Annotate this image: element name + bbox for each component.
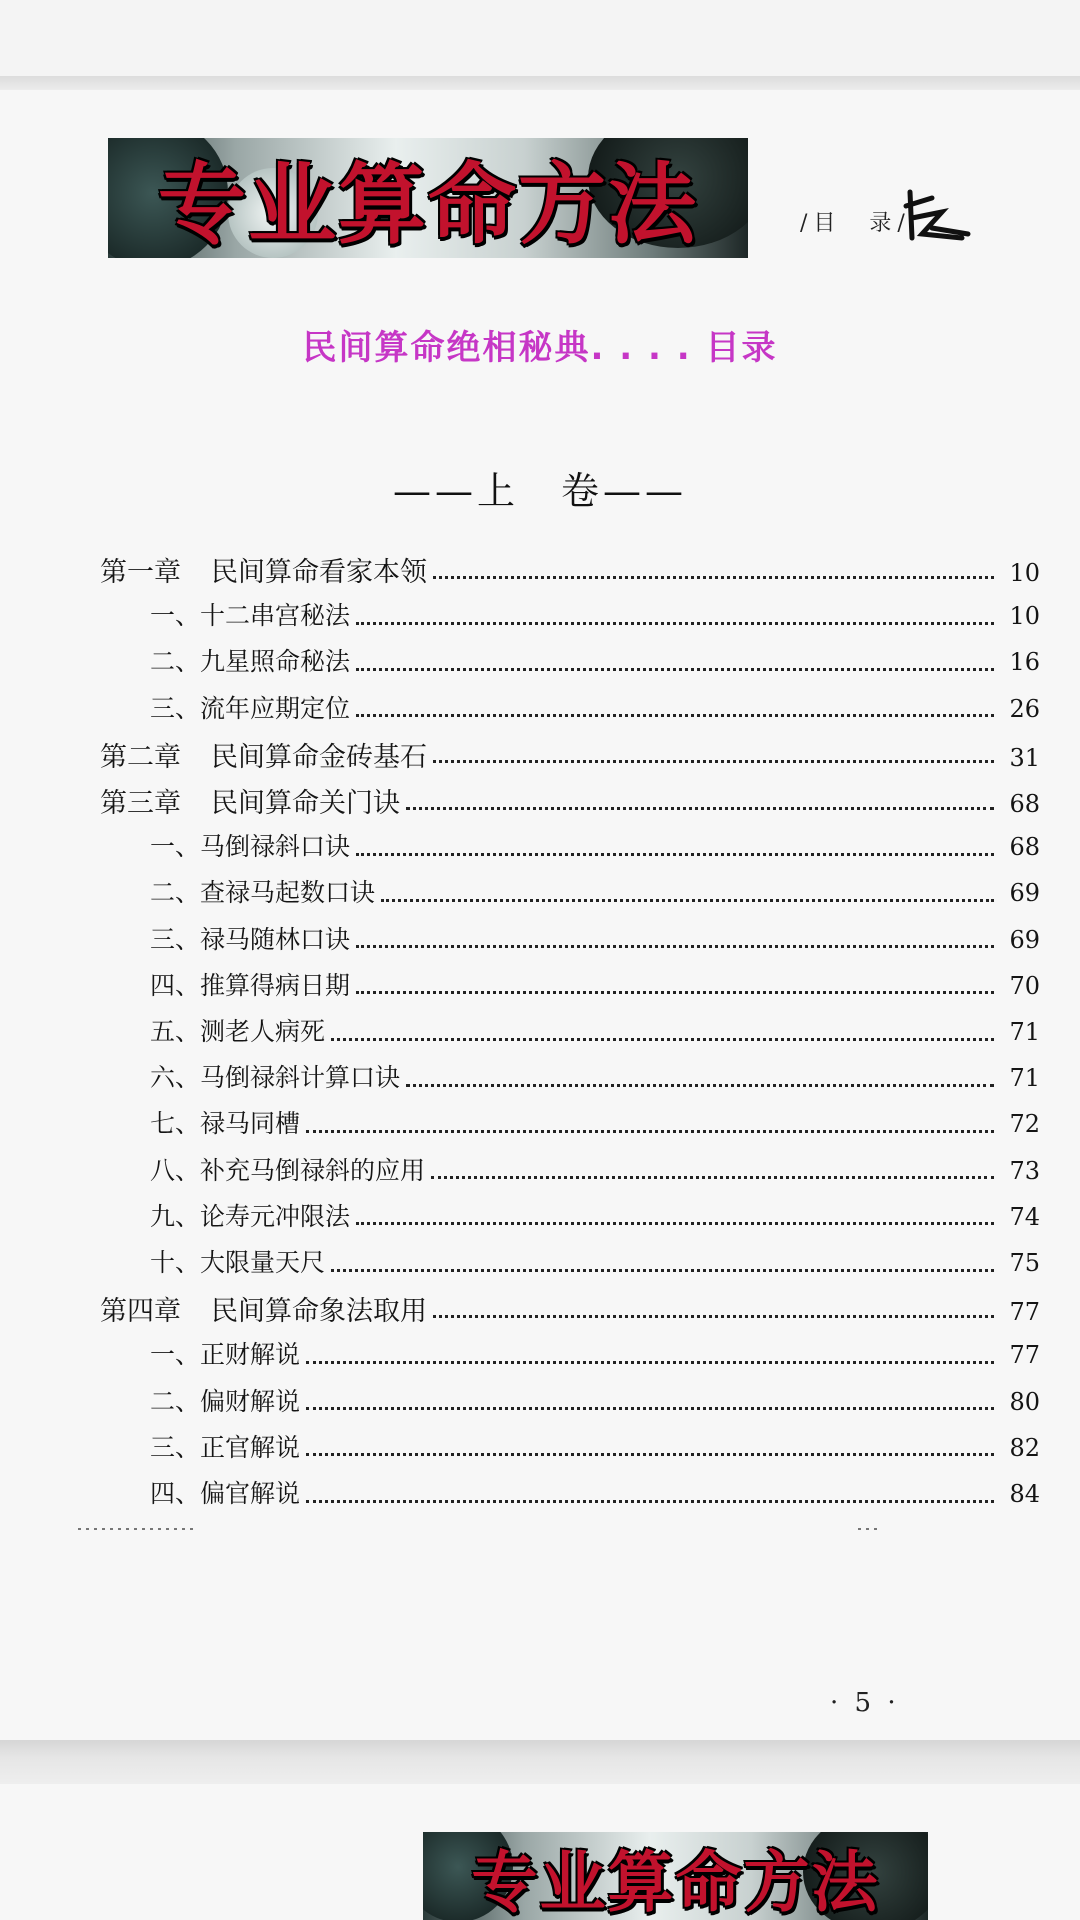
dot-leader bbox=[406, 1070, 994, 1087]
toc-entry-title: 补充马倒禄斜的应用 bbox=[200, 1155, 426, 1185]
toc-entry-page: 31 bbox=[1009, 743, 1040, 772]
toc-entry-title: 偏官解说 bbox=[200, 1479, 301, 1508]
toc-section-row bbox=[150, 1104, 1040, 1144]
toc-entry-page: 71 bbox=[1009, 1064, 1040, 1093]
toc-entry-page: 75 bbox=[1009, 1249, 1040, 1277]
dot-leader bbox=[356, 608, 994, 625]
toc-entry-number: 二、 bbox=[150, 878, 201, 908]
toc-entry-number: 四、 bbox=[150, 1479, 201, 1508]
dot-leader bbox=[356, 700, 994, 717]
toc-entry-page: 16 bbox=[1009, 648, 1040, 677]
toc-section-row bbox=[150, 642, 1040, 682]
toc-entry-page: 84 bbox=[1009, 1480, 1040, 1508]
running-head: /目 录/ bbox=[800, 211, 911, 236]
dot-leader bbox=[381, 885, 994, 902]
toc-entry-number: 三、 bbox=[150, 693, 201, 723]
toc-entry-number: 七、 bbox=[150, 1109, 201, 1139]
page-number: · 5 · bbox=[830, 1688, 900, 1718]
toc-entry-number: 二、 bbox=[150, 1386, 201, 1416]
toc-entry-number: 九、 bbox=[150, 1201, 201, 1231]
toc-entry-title: 民间算命象法取用 bbox=[211, 1296, 427, 1328]
dot-leader bbox=[306, 1347, 994, 1364]
toc-entry-title: 推算得病日期 bbox=[200, 970, 351, 1000]
toc-section-row bbox=[150, 689, 1040, 729]
toc-entry-page: 69 bbox=[1009, 925, 1040, 954]
toc-entry-number: 第三章 bbox=[100, 788, 181, 819]
toc-entry-number: 一、 bbox=[150, 1340, 201, 1370]
toc-entry-title: 禄马同槽 bbox=[200, 1109, 301, 1139]
toc-chapter-row bbox=[100, 550, 1040, 590]
toc-chapter-row bbox=[100, 1289, 1040, 1329]
toc-section-row bbox=[150, 1197, 1040, 1237]
toc-entry-title: 查禄马起数口诀 bbox=[200, 878, 376, 908]
toc-entry-title: 论寿元冲限法 bbox=[200, 1201, 351, 1231]
toc-entry-title: 民间算命金砖基石 bbox=[211, 741, 427, 773]
toc-entry-title: 马倒禄斜计算口诀 bbox=[200, 1063, 401, 1093]
toc-entry-title: 民间算命看家本领 bbox=[211, 557, 427, 588]
top-gap bbox=[0, 0, 1080, 80]
title-banner bbox=[108, 138, 748, 258]
toc-subtitle: 民间算命绝相秘典. . . . 目录 bbox=[302, 328, 778, 368]
toc-entry-number: 三、 bbox=[150, 924, 201, 954]
toc-entry-page: 10 bbox=[1009, 602, 1040, 631]
toc-entry-number: 一、 bbox=[150, 601, 201, 631]
toc-entry-page: 26 bbox=[1009, 694, 1040, 723]
toc-entry-title: 马倒禄斜口诀 bbox=[200, 832, 351, 862]
toc-section-row bbox=[150, 1151, 1040, 1191]
toc-section-row bbox=[150, 1243, 1040, 1283]
toc-section-row bbox=[150, 1012, 1040, 1052]
toc-entry-title: 测老人病死 bbox=[200, 1017, 326, 1046]
toc-entry-page: 71 bbox=[1009, 1018, 1040, 1046]
toc-entry-title: 流年应期定位 bbox=[200, 693, 351, 723]
toc-section-row bbox=[150, 966, 1040, 1006]
toc-entry-title: 民间算命关门诀 bbox=[211, 788, 400, 819]
volume-heading: ——上 卷—— bbox=[392, 469, 687, 513]
toc-entry-title: 大限量天尺 bbox=[200, 1248, 326, 1277]
dot-leader bbox=[356, 1208, 994, 1225]
toc-entry-title: 十二串宫秘法 bbox=[200, 601, 351, 631]
toc-entry-number: 二、 bbox=[150, 647, 201, 677]
toc-entry-page: 77 bbox=[1009, 1298, 1040, 1327]
toc-entry-page: 69 bbox=[1009, 879, 1040, 908]
toc-entry-number: 第二章 bbox=[100, 741, 181, 773]
toc-entry-page: 10 bbox=[1009, 559, 1040, 587]
toc-entry-page: 72 bbox=[1009, 1110, 1040, 1139]
toc-entry-page: 68 bbox=[1009, 790, 1040, 818]
toc-entry-page: 82 bbox=[1009, 1433, 1040, 1462]
toc-entry-title: 九星照命秘法 bbox=[200, 647, 351, 677]
toc-section-row bbox=[150, 1428, 1040, 1468]
toc-entry-page: 70 bbox=[1009, 971, 1040, 1000]
toc-entry-number: 六、 bbox=[150, 1063, 201, 1093]
toc-entry-title: 禄马随林口诀 bbox=[200, 924, 351, 954]
toc-entry-number: 八、 bbox=[150, 1155, 201, 1185]
dot-leader bbox=[406, 793, 994, 810]
next-page-banner-title: 专业算命方法 bbox=[471, 1843, 880, 1920]
dot-leader bbox=[431, 1162, 994, 1179]
dot-leader bbox=[356, 977, 994, 994]
toc-section-row bbox=[150, 873, 1040, 913]
dot-leader bbox=[306, 1393, 994, 1410]
toc-entry-page: 74 bbox=[1009, 1202, 1040, 1231]
toc-entry-number: 一、 bbox=[150, 832, 201, 862]
dot-leader bbox=[433, 746, 994, 763]
page-gap bbox=[0, 1740, 1080, 1784]
dot-leader bbox=[356, 839, 994, 856]
toc-entry-page: 77 bbox=[1009, 1341, 1040, 1370]
toc-section-row bbox=[150, 1382, 1040, 1422]
toc-section-row bbox=[150, 1058, 1040, 1098]
dot-leader bbox=[433, 562, 994, 579]
toc-entry-number: 第四章 bbox=[100, 1296, 181, 1328]
toc-section-row bbox=[150, 596, 1040, 636]
next-page-banner bbox=[423, 1832, 928, 1920]
dot-leader bbox=[306, 1439, 994, 1456]
dot-leader bbox=[331, 1255, 994, 1272]
toc-section-row bbox=[150, 1474, 1040, 1514]
banner-title: 专业算命方法 bbox=[157, 153, 698, 256]
toc-entry-title: 正官解说 bbox=[200, 1432, 301, 1462]
handwritten-mark bbox=[902, 188, 972, 244]
toc-section-row bbox=[150, 920, 1040, 960]
toc-entry-page: 68 bbox=[1009, 833, 1040, 862]
dot-leader bbox=[433, 1301, 994, 1318]
toc-chapter-row bbox=[100, 781, 1040, 821]
toc-entry-number: 三、 bbox=[150, 1432, 201, 1462]
toc-entry-number: 十、 bbox=[150, 1248, 201, 1277]
dot-leader bbox=[306, 1116, 994, 1133]
toc-entry-page: 73 bbox=[1009, 1156, 1040, 1185]
dot-leader bbox=[331, 1024, 994, 1041]
scan-artifact bbox=[78, 1526, 998, 1532]
dot-leader bbox=[306, 1486, 994, 1503]
toc-entry-number: 五、 bbox=[150, 1017, 201, 1046]
dot-leader bbox=[356, 654, 994, 671]
toc-chapter-row bbox=[100, 735, 1040, 775]
toc-section-row bbox=[150, 1335, 1040, 1375]
toc-entry-page: 80 bbox=[1009, 1387, 1040, 1416]
document-page bbox=[0, 90, 1080, 1740]
toc-entry-title: 正财解说 bbox=[200, 1340, 301, 1370]
toc-entry-title: 偏财解说 bbox=[200, 1386, 301, 1416]
toc-entry-number: 第一章 bbox=[100, 557, 181, 588]
dot-leader bbox=[356, 931, 994, 948]
toc-section-row bbox=[150, 827, 1040, 867]
toc-entry-number: 四、 bbox=[150, 970, 201, 1000]
